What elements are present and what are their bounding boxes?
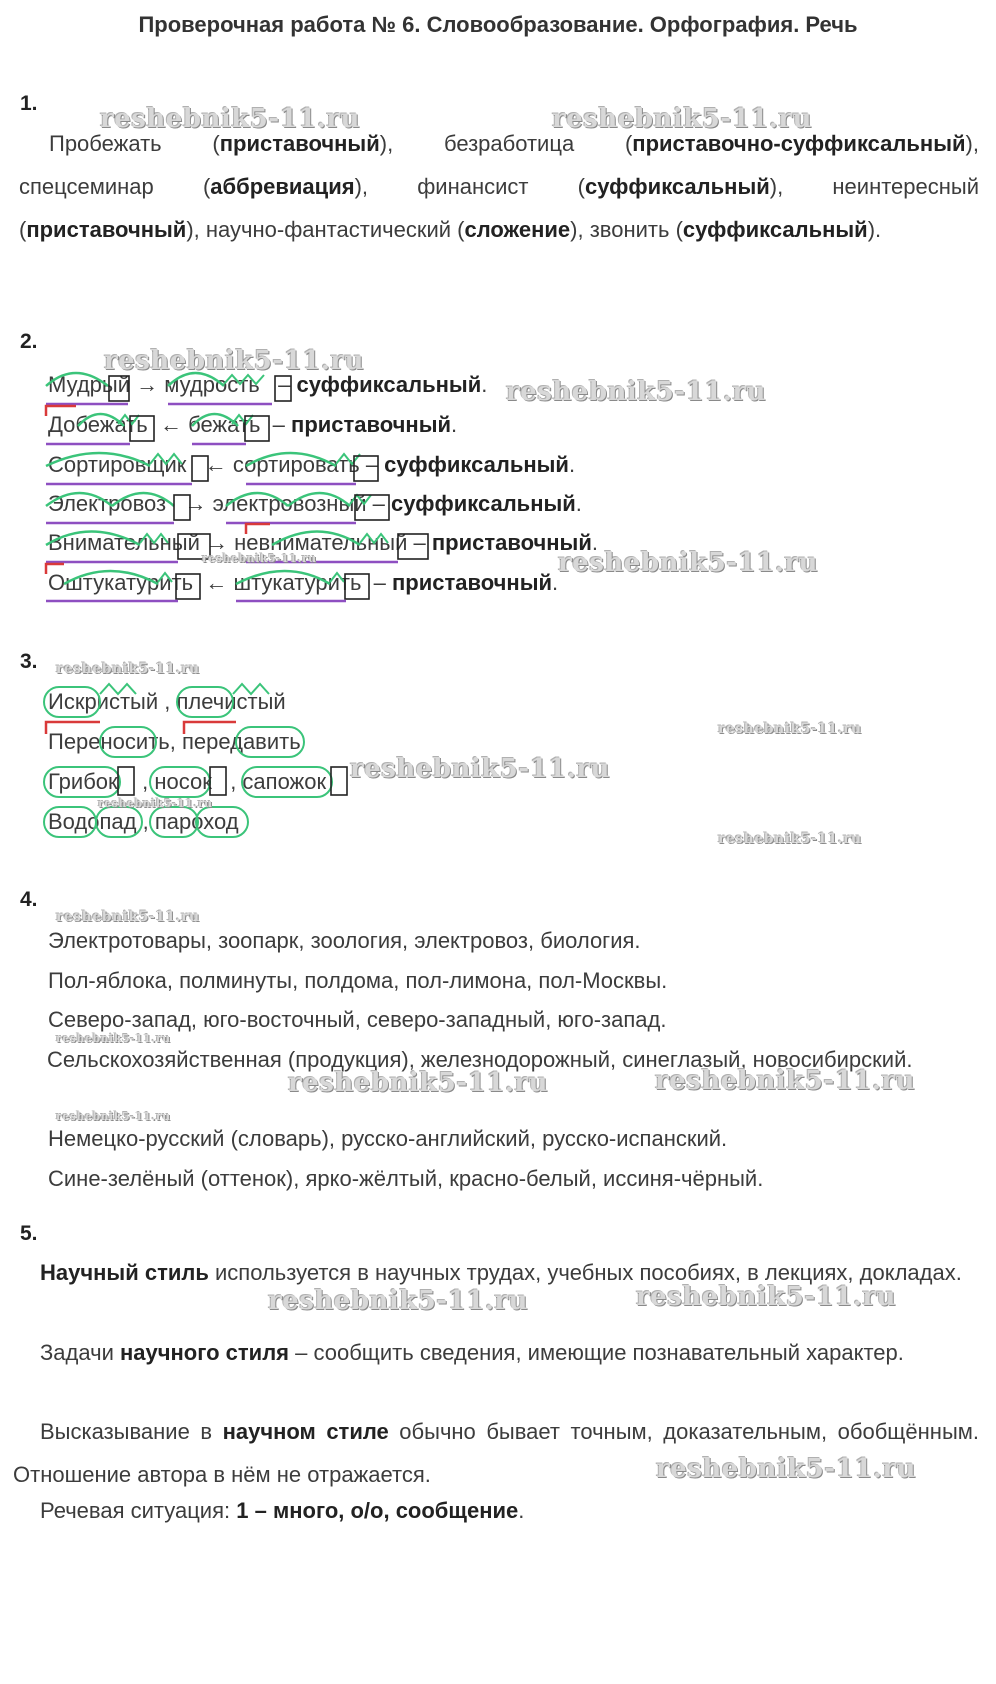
- word-a: Добежать: [48, 412, 148, 437]
- type: приставочный: [219, 131, 380, 156]
- watermark: reshebnik5-11.ru: [56, 1110, 171, 1123]
- word: Грибок: [48, 769, 118, 794]
- task-2-row: Электровоз → электровозный – суффиксальный.: [48, 491, 582, 516]
- word-a: Мудрый: [48, 372, 131, 397]
- word: спецсеминар: [19, 174, 154, 199]
- watermark: reshebnik5-11.ru: [718, 831, 862, 847]
- word: безработица: [443, 131, 575, 156]
- task-4-number: 4.: [20, 888, 38, 911]
- method: приставочный: [431, 530, 592, 555]
- task-5-paragraph: [40, 1489, 940, 1532]
- method: приставочный: [291, 412, 452, 437]
- task-4-line: Пол-яблока, полминуты, полдома, пол-лимона, пол-Москвы.: [48, 968, 668, 993]
- text: Речевая ситуация:: [40, 1498, 237, 1523]
- task-2-row: Добежать ← бежать – приставочный.: [48, 412, 458, 437]
- bold-term: научном стиле: [222, 1419, 389, 1444]
- word-b: штукатурить: [233, 570, 362, 595]
- watermark: reshebnik5-11.ru: [656, 1454, 917, 1484]
- arrow: ←: [159, 412, 182, 437]
- text: Высказывание в: [40, 1419, 223, 1444]
- type: приставочно-суффиксальный: [632, 131, 966, 156]
- method: суффиксальный: [384, 452, 569, 477]
- type: приставочный: [26, 217, 187, 242]
- task-5-paragraph: [13, 1331, 979, 1374]
- arrow: →: [206, 530, 228, 555]
- type: аббревиация: [210, 174, 355, 199]
- word-a: Сортировщик: [48, 452, 187, 477]
- bold-term: научного стиля: [119, 1340, 290, 1365]
- arrow: ←: [205, 570, 228, 595]
- watermark: reshebnik5-11.ru: [56, 1032, 171, 1045]
- word: неинтересный: [832, 174, 979, 199]
- page-title: Проверочная работа № 6. Словообразование. Орфография. Речь: [138, 12, 858, 37]
- word-b: сортировать: [232, 452, 360, 477]
- word: пароход: [154, 809, 239, 834]
- word: Искристый: [48, 689, 159, 714]
- method: суффиксальный: [296, 372, 482, 397]
- text: обычно бывает точным, доказательным, обобщённым. Отношение автора в нём не отражается.: [13, 1419, 979, 1487]
- task-1-text: Пробежать (приставочный), безработица (приставочно-суффиксальный), спецсеминар (аббревиация), финансист (суффиксальный), неинтересный (приставочный), научно-фантастический (сложение), звонить (суффиксальный).: [19, 131, 979, 242]
- word: Переносить: [48, 729, 170, 754]
- watermark: reshebnik5-11.ru: [288, 1068, 549, 1098]
- task-2-row: Мудрый → мудрость – суффиксальный.: [48, 372, 488, 397]
- word-a: Оштукатурить: [48, 570, 194, 595]
- word-a: Электровоз: [48, 491, 167, 516]
- word-b: электровозный: [212, 491, 367, 516]
- arrow: →: [136, 372, 159, 397]
- text: используется в научных трудах, учебных пособиях, в лекциях, докладах.: [208, 1260, 962, 1285]
- type: суффиксальный: [682, 217, 868, 242]
- task-3-row: Искристый , плечистый: [48, 689, 286, 714]
- word: финансист: [417, 174, 529, 199]
- arrow: →: [184, 491, 207, 516]
- task-2-row: Сортировщик ← сортировать – суффиксальный.: [48, 452, 576, 477]
- method: суффиксальный: [391, 491, 576, 516]
- task-3-number: 3.: [20, 650, 38, 673]
- task-4-line: Немецко-русский (словарь), русско-английский, русско-испанский.: [48, 1126, 728, 1151]
- bold-term: 1 – много, о/о, сообщение: [236, 1498, 519, 1523]
- task-4-line: Сельскохозяйственная (продукция), железнодорожный, синеглазый, новосибирский.: [47, 1047, 913, 1072]
- arrow: ←: [204, 452, 227, 477]
- watermark: reshebnik5-11.ru: [100, 104, 361, 134]
- word: носок: [154, 769, 212, 794]
- watermark: reshebnik5-11.ru: [552, 104, 813, 134]
- method: приставочный: [392, 570, 553, 595]
- watermark: reshebnik5-11.ru: [636, 1282, 897, 1312]
- watermark: reshebnik5-11.ru: [202, 552, 317, 565]
- word: передавить: [181, 729, 301, 754]
- watermark: reshebnik5-11.ru: [56, 661, 200, 677]
- task-3-row: Грибок , носок , сапожок: [48, 769, 327, 794]
- watermark: reshebnik5-11.ru: [350, 754, 611, 784]
- watermark: reshebnik5-11.ru: [56, 909, 200, 925]
- word: научно-фантастический: [205, 217, 452, 242]
- type: суффиксальный: [585, 174, 770, 199]
- word: звонить: [589, 217, 670, 242]
- word-b: невнимательный: [234, 530, 408, 555]
- word: сапожок: [242, 769, 327, 794]
- task-5-number: 5.: [20, 1222, 38, 1245]
- task-2-row: Оштукатурить ← штукатурить – приставочный.: [48, 570, 559, 595]
- word-a: Внимательный: [48, 530, 200, 555]
- word-b: мудрость: [164, 372, 260, 397]
- watermark: reshebnik5-11.ru: [655, 1066, 916, 1096]
- text: – сообщить сведения, имеющие познавательный характер.: [289, 1340, 904, 1365]
- word: плечистый: [176, 689, 286, 714]
- watermark: reshebnik5-11.ru: [98, 797, 213, 810]
- task-3-row: Водопад , пароход: [48, 809, 239, 834]
- task-4-line: Электротовары, зоопарк, зоология, электровоз, биология.: [48, 928, 641, 953]
- word: Водопад: [48, 809, 137, 834]
- type: сложение: [464, 217, 571, 242]
- text: Задачи: [40, 1340, 120, 1365]
- watermark: reshebnik5-11.ru: [718, 721, 862, 737]
- text: .: [518, 1498, 525, 1523]
- watermark: reshebnik5-11.ru: [268, 1286, 529, 1316]
- word: Пробежать: [49, 131, 162, 156]
- task-1-number: 1.: [20, 92, 38, 115]
- watermark: reshebnik5-11.ru: [558, 548, 819, 578]
- task-3-row: Переносить, передавить: [48, 729, 301, 754]
- word-b: бежать: [188, 412, 261, 437]
- task-4-line: Северо-запад, юго-восточный, северо-западный, юго-запад.: [48, 1007, 667, 1032]
- task-2-number: 2.: [20, 330, 38, 353]
- watermark: reshebnik5-11.ru: [104, 346, 365, 376]
- task-2-row: Внимательный → невнимательный – приставочный.: [48, 530, 598, 555]
- bold-term: Научный стиль: [40, 1260, 209, 1285]
- task-4-line: Сине-зелёный (оттенок), ярко-жёлтый, красно-белый, иссиня-чёрный.: [48, 1166, 764, 1191]
- watermark: reshebnik5-11.ru: [506, 377, 767, 407]
